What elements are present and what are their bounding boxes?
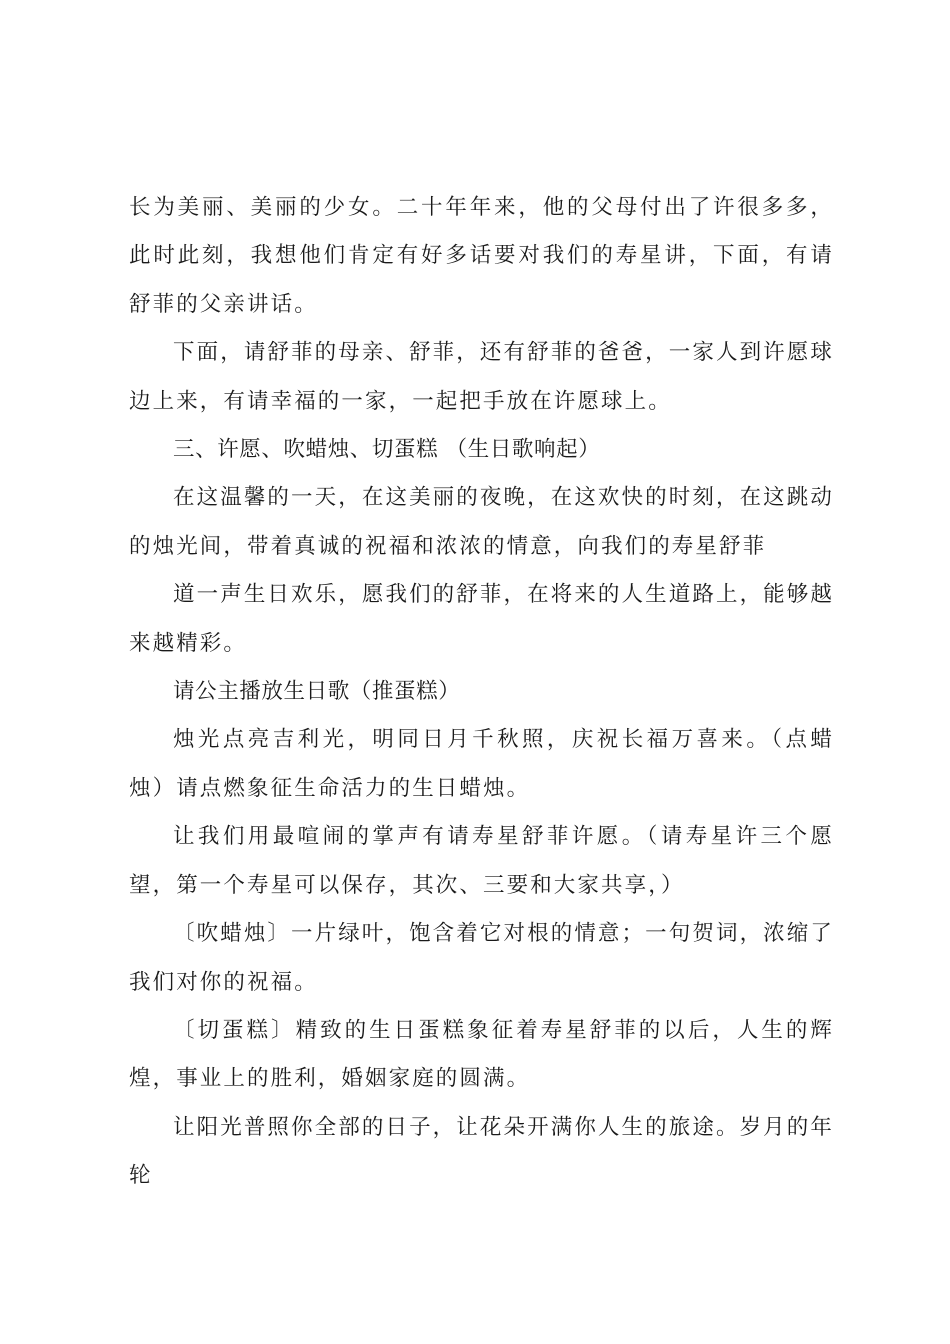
- paragraph-8: 让我们用最喧闹的掌声有请寿星舒菲许愿。（请寿星许三个愿望，第一个寿星可以保存，其次、三要和大家共享，）: [129, 824, 834, 898]
- paragraph-2: 下面，请舒菲的母亲、舒菲，还有舒菲的爸爸，一家人到许愿球边上来，有请幸福的一家，一起把手放在许愿球上。: [129, 340, 834, 414]
- document-body: [129, 184, 834, 1201]
- paragraph-10: 〔切蛋糕〕精致的生日蛋糕象征着寿星舒菲的以后，人生的辉煌，事业上的胜利，婚姻家庭的圆满。: [129, 1017, 834, 1092]
- section-heading: 三、许愿、吹蜡烛、切蛋糕 （生日歌响起）: [173, 437, 601, 463]
- paragraph-1: 长为美丽、美丽的少女。二十年年来，他的父母付出了许很多多，此时此刻，我想他们肯定有好多话要对我们的寿星讲，下面，有请舒菲的父亲讲话。: [129, 195, 834, 317]
- paragraph-11: 让阳光普照你全部的日子，让花朵开满你人生的旅途。岁月的年轮: [129, 1114, 834, 1189]
- paragraph-5: 道一声生日欢乐，愿我们的舒菲，在将来的人生道路上，能够越来越精彩。: [129, 582, 834, 656]
- paragraph-4: 在这温馨的一天，在这美丽的夜晚，在这欢快的时刻，在这跳动的烛光间，带着真诚的祝福和浓浓的情意，向我们的寿星舒菲: [129, 485, 834, 559]
- paragraph-6: 请公主播放生日歌（推蛋糕）: [173, 679, 461, 705]
- paragraph-7: 烛光点亮吉利光，明同日月千秋照，庆祝长福万喜来。（点蜡烛）请点燃象征生命活力的生日蜡烛。: [129, 727, 834, 801]
- paragraph-9: 〔吹蜡烛〕一片绿叶，饱含着它对根的情意；一句贺词，浓缩了我们对你的祝福。: [129, 921, 834, 995]
